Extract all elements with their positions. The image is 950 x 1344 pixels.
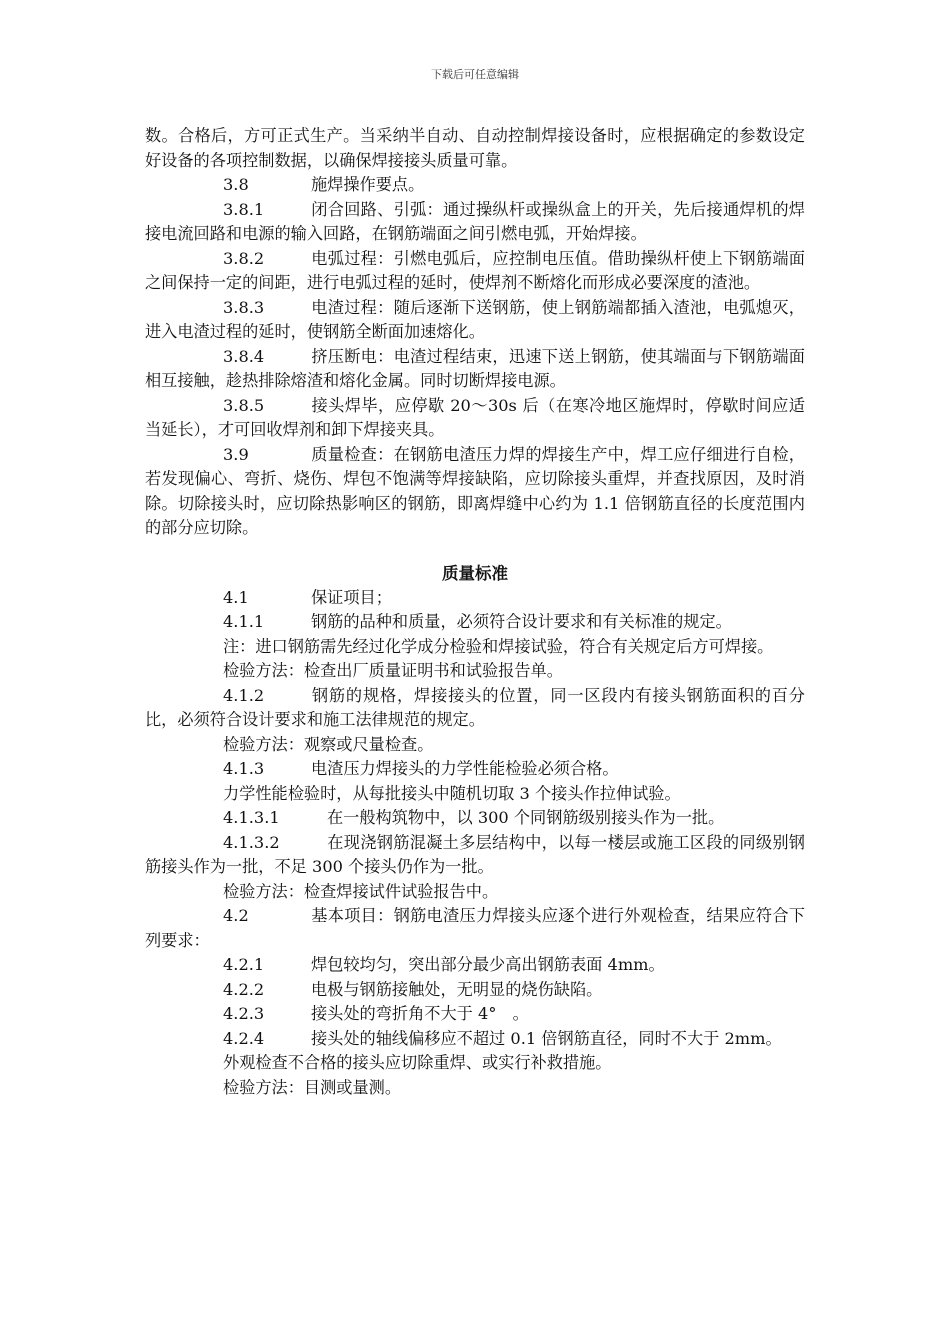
section-quality-standard xyxy=(145,586,805,1101)
clause-text: 在一般构筑物中，以 300 个同钢筋级别接头作为一批。 xyxy=(327,808,725,827)
clause-number: 3.8.2 xyxy=(223,248,265,268)
inspection-method xyxy=(145,880,805,905)
clause-4-2 xyxy=(145,904,805,953)
clause-number: 4.1.1 xyxy=(223,612,265,631)
clause-3-8-5 xyxy=(145,394,805,443)
paragraph-text: 检验方法：目测或量测。 xyxy=(223,1077,402,1097)
clause-text: 质量检查：在钢筋电渣压力焊的焊接生产中，焊工应仔细进行自检，若发现偏心、弯折、烧伤、焊包不饱满等焊接缺陷，应切除接头重焊，并查找原因，及时消除。切除接头时，应切除热影响区的钢筋，即离焊缝中心约为 1.1 倍钢筋直径的长度范围内的部分应切除。 xyxy=(145,444,805,537)
clause-4-2-1 xyxy=(145,953,805,978)
clause-text: 电渣过程：随后逐渐下送钢筋，使上钢筋端都插入渣池，电弧熄灭，进入电渣过程的延时，使钢筋全断面加速熔化。 xyxy=(145,297,805,341)
clause-text: 焊包较均匀，突出部分最少高出钢筋表面 4mm。 xyxy=(311,955,665,974)
section-heading: 质量标准 xyxy=(442,563,508,583)
clause-4-1-2 xyxy=(145,684,805,733)
clause-text: 电渣压力焊接头的力学性能检验必须合格。 xyxy=(311,759,619,778)
clause-text: 接头处的轴线偏移应不超过 0.1 倍钢筋直径，同时不大于 2mm。 xyxy=(311,1028,782,1048)
clause-text: 接头焊毕，应停歇 20～30s 后（在寒冷地区施焊时，停歇时间应适当延长），才可回收焊剂和卸下焊接夹具。 xyxy=(145,395,805,439)
clause-number: 3.8.5 xyxy=(223,395,265,415)
paragraph-text: 检验方法：检查出厂质量证明书和试验报告单。 xyxy=(223,661,563,680)
section-construction xyxy=(145,124,805,541)
paragraph-text: 检验方法：观察或尺量检查。 xyxy=(223,734,434,754)
clause-number: 4.1.2 xyxy=(223,685,265,705)
inspection-method xyxy=(145,659,805,684)
clause-4-1-1 xyxy=(145,610,805,635)
clause-number: 4.2.3 xyxy=(223,1004,265,1023)
inspection-method xyxy=(145,733,805,758)
clause-number: 4.1.3.2 xyxy=(223,832,280,852)
clause-4-2-4 xyxy=(145,1027,805,1052)
clause-text: 电弧过程：引燃电弧后，应控制电压值。借助操纵杆使上下钢筋端面之间保持一定的间距，进行电弧过程的延时，使焊剂不断熔化而形成必要深度的渣池。 xyxy=(145,248,805,292)
clause-text: 接头处的弯折角不大于 4° 。 xyxy=(311,1004,529,1023)
clause-text: 保证项目； xyxy=(311,587,392,607)
clause-number: 3.8 xyxy=(223,175,249,194)
paragraph-text: 外观检查不合格的接头应切除重焊、或实行补救措施。 xyxy=(223,1053,612,1072)
clause-text: 基本项目：钢筋电渣压力焊接头应逐个进行外观检查，结果应符合下列要求： xyxy=(145,906,805,950)
paragraph xyxy=(145,782,805,807)
clause-number: 4.2.4 xyxy=(223,1028,265,1048)
paragraph xyxy=(145,124,805,173)
clause-text: 施焊操作要点。 xyxy=(311,175,425,194)
clause-3-8-3 xyxy=(145,296,805,345)
clause-number: 4.2.2 xyxy=(223,979,265,999)
clause-number: 3.8.4 xyxy=(223,346,265,366)
clause-number: 4.1.3 xyxy=(223,759,265,778)
clause-4-1 xyxy=(145,586,805,611)
clause-4-2-3 xyxy=(145,1002,805,1027)
clause-text: 电极与钢筋接触处，无明显的烧伤缺陷。 xyxy=(311,979,603,999)
clause-3-8-4 xyxy=(145,345,805,394)
clause-number: 4.1 xyxy=(223,587,249,607)
clause-4-1-3-1 xyxy=(145,806,805,831)
clause-number: 3.8.1 xyxy=(223,199,265,219)
paragraph-text: 注：进口钢筋需先经过化学成分检验和焊接试验，符合有关规定后方可焊接。 xyxy=(223,636,774,656)
clause-text: 在现浇钢筋混凝土多层结构中，以每一楼层或施工区段的同级别钢筋接头作为一批，不足 300 个接头仍作为一批。 xyxy=(145,832,805,876)
clause-text: 钢筋的品种和质量，必须符合设计要求和有关标准的规定。 xyxy=(311,612,732,631)
clause-number: 4.2 xyxy=(223,906,249,925)
clause-4-2-2 xyxy=(145,978,805,1003)
paragraph-text: 数。合格后，方可正式生产。当采纳半自动、自动控制焊接设备时，应根据确定的参数设定好设备的各项控制数据，以确保焊接接头质量可靠。 xyxy=(145,126,805,170)
clause-4-1-3 xyxy=(145,757,805,782)
inspection-method xyxy=(145,1076,805,1101)
clause-3-9 xyxy=(145,443,805,541)
paragraph-text: 检验方法：检查焊接试件试验报告中。 xyxy=(223,881,499,901)
clause-number: 4.1.3.1 xyxy=(223,808,280,827)
clause-text: 钢筋的规格，焊接接头的位置，同一区段内有接头钢筋面积的百分比，必须符合设计要求和施工法律规范的规定。 xyxy=(145,685,805,729)
paragraph xyxy=(145,1051,805,1076)
document-body xyxy=(145,124,805,1100)
clause-3-8-1 xyxy=(145,198,805,247)
clause-3-8 xyxy=(145,173,805,198)
clause-4-1-3-2 xyxy=(145,831,805,880)
clause-number: 3.9 xyxy=(223,444,249,464)
clause-3-8-2 xyxy=(145,247,805,296)
clause-number: 3.8.3 xyxy=(223,297,265,317)
page-header: 下载后可任意编辑 xyxy=(431,68,519,81)
clause-number: 4.2.1 xyxy=(223,955,265,974)
note-paragraph xyxy=(145,635,805,660)
clause-text: 挤压断电：电渣过程结束，迅速下送上钢筋，使其端面与下钢筋端面相互接触，趁热排除熔渣和熔化金属。同时切断焊接电源。 xyxy=(145,346,805,390)
paragraph-text: 力学性能检验时，从每批接头中随机切取 3 个接头作拉伸试验。 xyxy=(223,783,681,803)
clause-text: 闭合回路、引弧：通过操纵杆或操纵盒上的开关，先后接通焊机的焊接电流回路和电源的输入回路，在钢筋端面之间引燃电弧，开始焊接。 xyxy=(145,199,805,243)
